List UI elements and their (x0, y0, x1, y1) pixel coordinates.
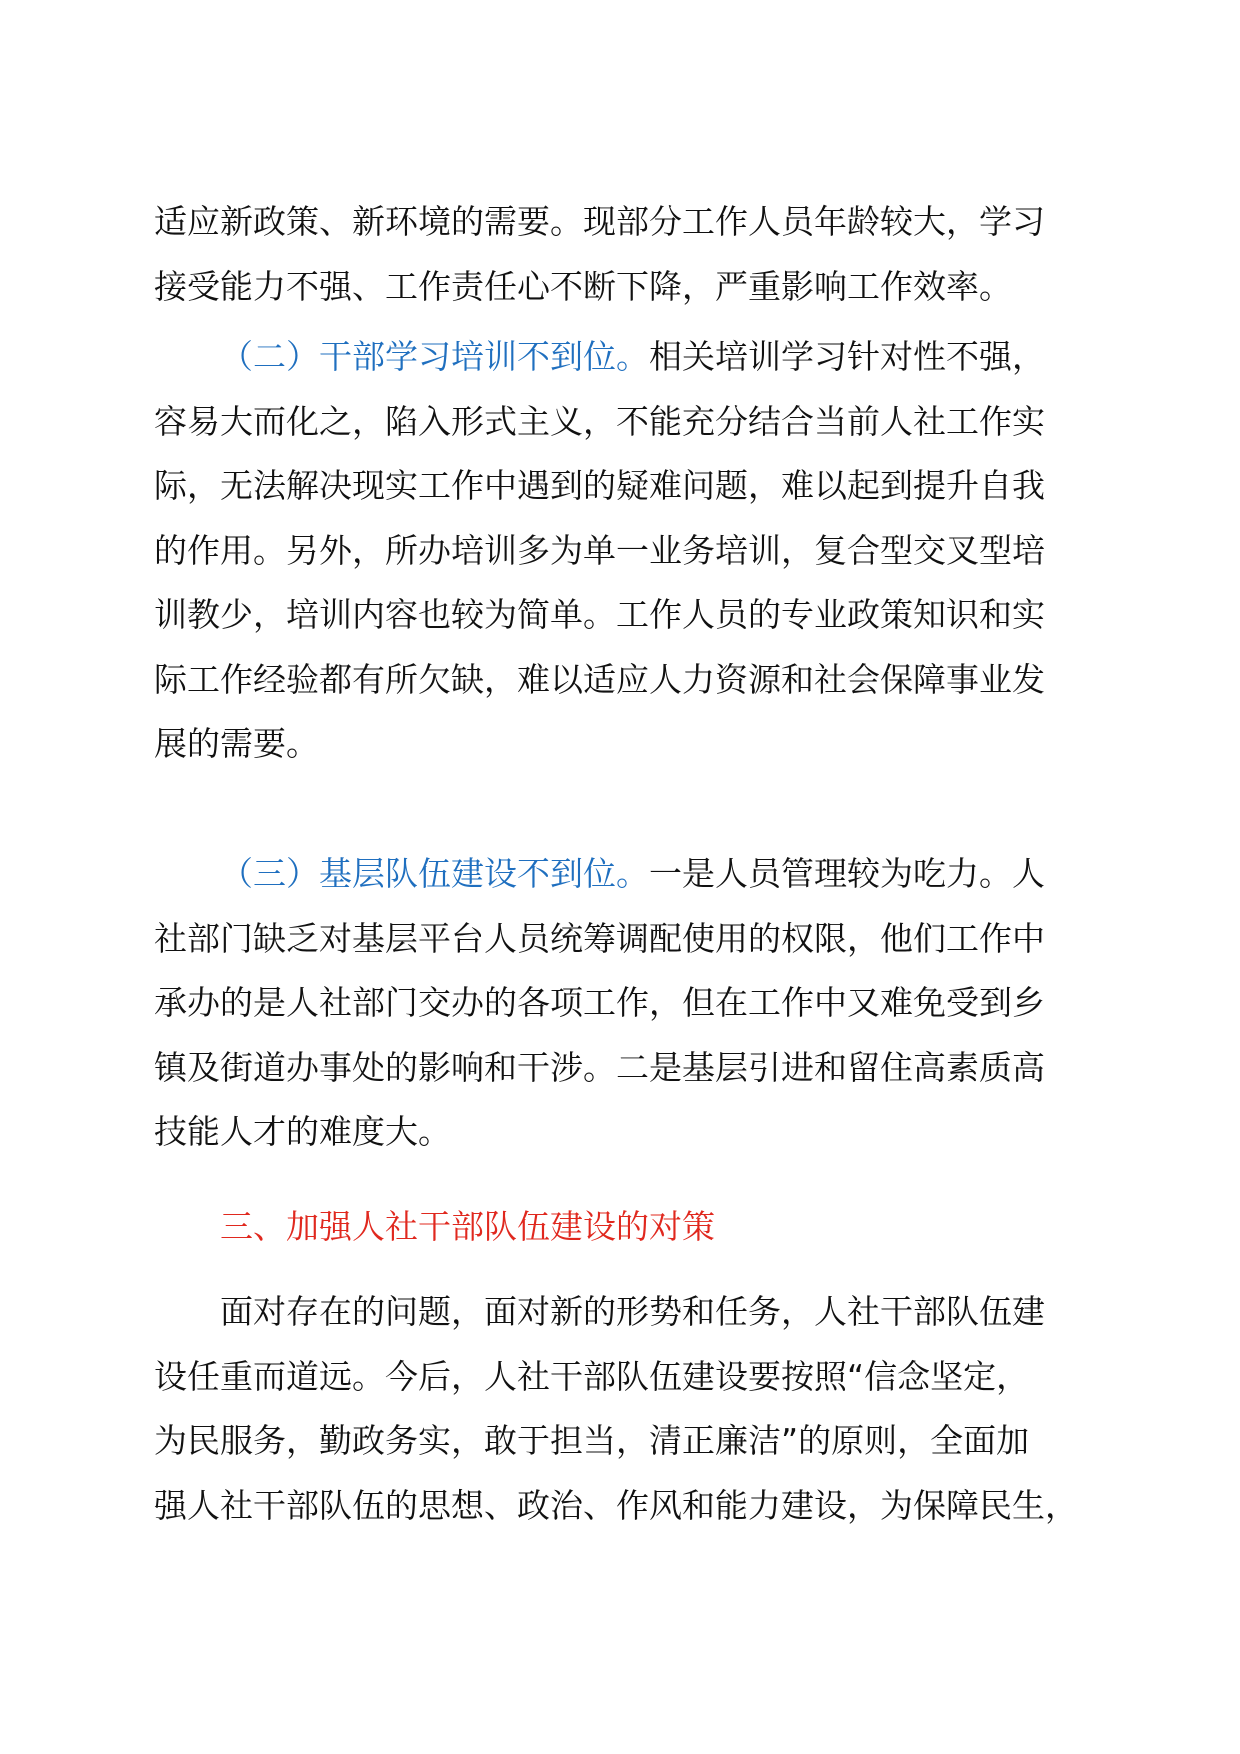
part-3-heading-block (154, 1195, 1098, 1260)
final-paragraph (154, 1280, 1098, 1538)
section-2-line-4: 的作用。另外，所办培训多为单一业务培训，复合型交叉型培 (154, 530, 1045, 570)
section-3-heading: （三）基层队伍建设不到位。 (220, 854, 649, 893)
section-2-line-5: 训教少，培训内容也较为简单。工作人员的专业政策知识和实 (154, 595, 1045, 634)
final-line-3: 为民服务，勤政务实，敢于担当，清正廉洁”的原则，全面加 (154, 1421, 1030, 1460)
section-2-paragraph (154, 325, 1098, 777)
intro-line-2: 接受能力不强、工作责任心不断下降，严重影响工作效率。 (154, 266, 1012, 306)
section-3-paragraph (154, 842, 1098, 1165)
final-line-1: 面对存在的问题，面对新的形势和任务，人社干部队伍建 (220, 1292, 1045, 1331)
section-2-line-6: 际工作经验都有所欠缺，难以适应人力资源和社会保障事业发 (154, 659, 1045, 699)
section-2-first-line (154, 325, 1098, 390)
section-3-line-2: 社部门缺乏对基层平台人员统筹调配使用的权限，他们工作中 (154, 918, 1045, 958)
section-2-line-7: 展的需要。 (154, 724, 319, 763)
final-line-4: 强人社干部队伍的思想、政治、作风和能力建设，为保障民生， (154, 1485, 1078, 1525)
intro-line-1: 适应新政策、新环境的需要。现部分工作人员年龄较大，学习 (154, 202, 1045, 241)
intro-paragraph (154, 190, 1098, 319)
section-2-line-2: 容易大而化之，陷入形式主义，不能充分结合当前人社工作实 (154, 401, 1045, 441)
section-2-line-3: 际，无法解决现实工作中遇到的疑难问题，难以起到提升自我 (154, 466, 1045, 505)
section-2-first-line-rest: 相关培训学习针对性不强， (649, 337, 1045, 376)
section-2-heading: （二）干部学习培训不到位。 (220, 337, 649, 376)
part-3-heading: 三、加强人社干部队伍建设的对策 (220, 1207, 715, 1246)
section-3-first-line-rest: 一是人员管理较为吃力。人 (649, 854, 1045, 893)
final-line-2: 设任重而道远。今后，人社干部队伍建设要按照“信念坚定， (154, 1356, 1030, 1396)
section-3-line-4: 镇及街道办事处的影响和干涉。二是基层引进和留住高素质高 (154, 1047, 1045, 1087)
section-3-line-5: 技能人才的难度大。 (154, 1112, 451, 1151)
section-3-first-line (154, 842, 1098, 907)
section-3-line-3: 承办的是人社部门交办的各项工作，但在工作中又难免受到乡 (154, 983, 1045, 1022)
